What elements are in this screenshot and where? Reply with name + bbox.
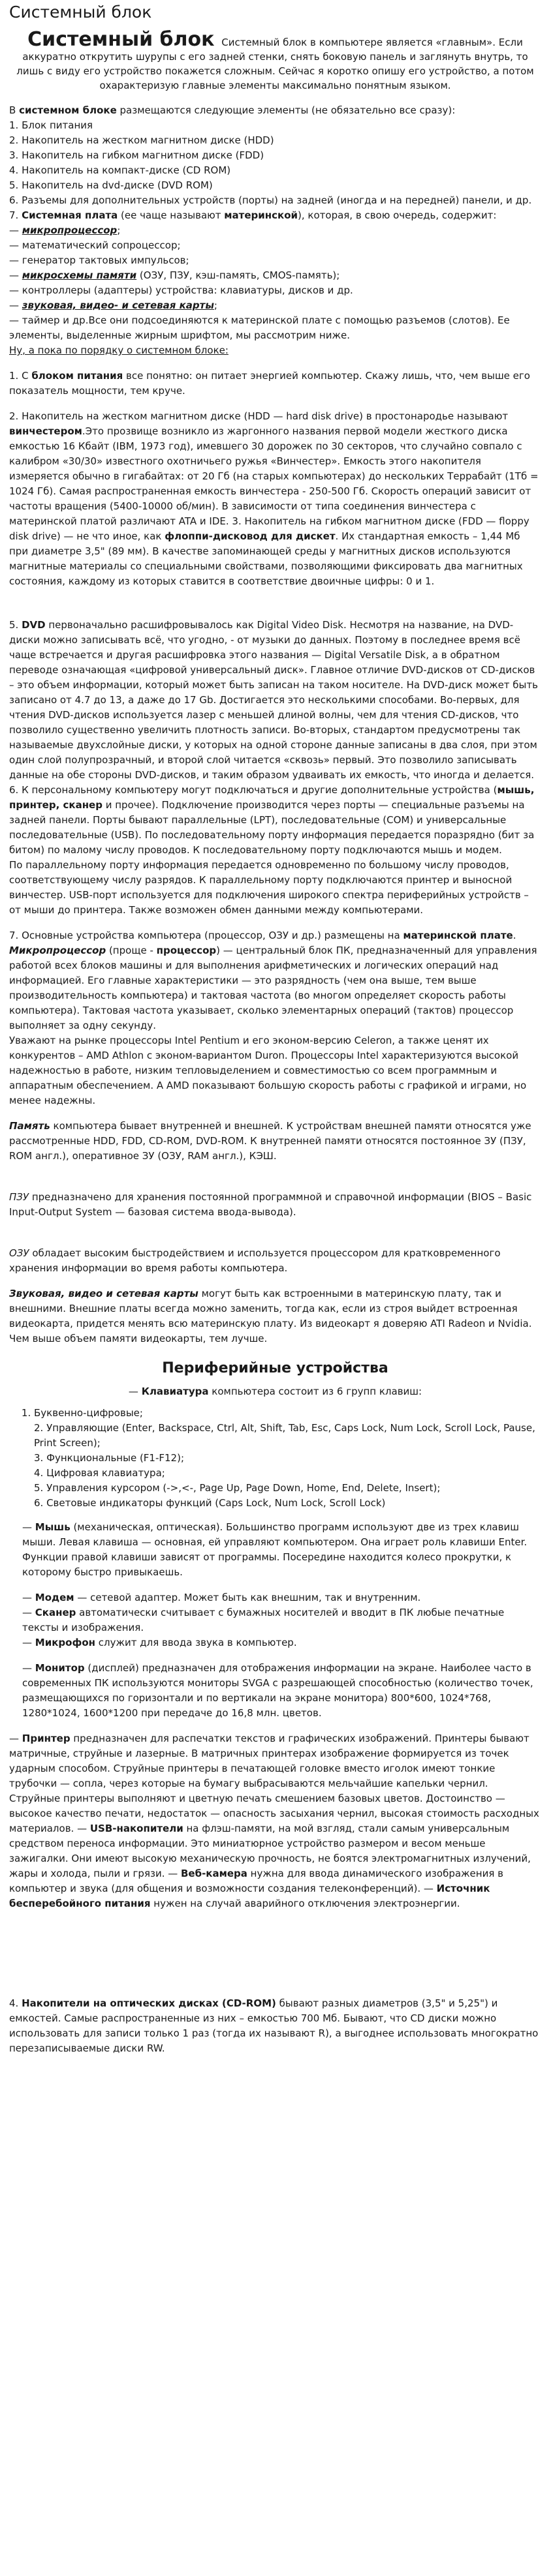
para-cpu-market: Уважают на рынке процессоры Intel Pentium и его эконом-версию Celeron, а также ценят их конкурентов – AMD Athlon с эконом-вариантом Duron. Процессоры Intel характеризуются высокой надежностью в работе, низким тепловыделением и совместимостью со всем программным и аппаратным обеспечением. А AMD показывают большую скорость работы с графикой и играми, но менее надежны. bbox=[9, 1035, 527, 1106]
mem-text: компьютера бывает внутренней и внешней. К устройствам внешней памяти относятся уже рассмотренные HDD, FDD, CD-ROM, DVD-ROM. К внутренней памяти относятся постоянное ЗУ (ПЗУ, ROM англ.), оперативное ЗУ (ОЗУ, RAM англ.), КЭШ. bbox=[9, 1120, 531, 1162]
printer-b: Принтер bbox=[22, 1733, 71, 1744]
item7-pre: 7. bbox=[9, 209, 22, 221]
sub-item-micro: — микропроцессор; bbox=[9, 224, 121, 236]
para-memory bbox=[9, 1119, 541, 1164]
cpu-t4: ) — центральный блок ПК, предназначенный для управления работой всех блоков машины и для выполнения арифметических и логических операций над информацией. Его главные характеристики — это разрядность (чем она выше, тем выше производительность компьютера) и тактовая частота (во многом определяет скорость работы компьютера). Тактовая частота указывает, сколько элементарных операций (тактов) процессор выполняет за одну секунду. bbox=[9, 945, 537, 1031]
peripherals bbox=[9, 1520, 541, 1721]
usb-t: на флэш-памяти, на мой взгляд, стали самым универсальным средством переноса информации. Это миниатюрное устройство размером и весом меньше зажигалки. Они имеют высокую механическую прочность, не боятся электромагнитных излучений, жары и холода, пыли и грязи. — bbox=[9, 1823, 531, 1879]
list-intro-pre: В bbox=[9, 104, 20, 116]
kb-bold: Клавиатура bbox=[141, 1386, 209, 1397]
hdd-t2: .Это прозвище возникло из жаргонного названия первой модели жесткого диска емкостью 16 Кбайт (IBM, 1973 год), имевшего 30 дорожек по 30 секторов, что случайно совпало с калибром «30/30» известного охотничьего ружья «Винчестер». Емкость этого накопителя измеряется обычно в гигабайтах: от 20 Гб (на старых компьютерах) до нескольких Террабайт (1Тб = 1024 Гб). Самая распространенная емкость винчестера - 250-500 Гб. Скорость операций зависит от частоты вращения (5400-10000 об/мин). В зависимости от типа соединения винчестера с материнской платой различают ATA и IDE. 3. Накопитель на гибком магнитном диске (FDD — floppy disk drive) — не что иное, как bbox=[9, 425, 539, 542]
keyboard-intro bbox=[9, 1384, 541, 1399]
mon-b: Монитор bbox=[35, 1662, 85, 1674]
web-b: Веб-камера bbox=[181, 1868, 247, 1879]
mic-b: Микрофон bbox=[35, 1637, 95, 1648]
para-dvd bbox=[9, 618, 541, 858]
para-parallel: По параллельному порту информация передается одновременно по большому числу проводов, соответствующему числу разрядов. К параллельному порту подключаются принтер и выносной винчестер. USB-порт используется для подключения широкого спектра периферийных устройств – от мыши до принтера. Также возможен обмен данными между компьютерами. bbox=[9, 859, 529, 916]
list-item: 5. Накопитель на dvd-диске (DVD ROM) bbox=[9, 179, 213, 191]
keyboard-groups bbox=[9, 1406, 541, 1511]
para-monitor: — Монитор (дисплей) предназначен для отображения информации на экране. Наиболее часто в современных ПК используются мониторы SVGA с разрешающей способностью (количество точек, размещающихся по горизонтали и по вертикали на экране монитора) 800*600, 1024*768, 1280*1024, 1600*1200 при передаче до 16,8 млн. цветов. bbox=[22, 1662, 533, 1719]
list-intro-post: размещаются следующие элементы (не обязательно все сразу): bbox=[116, 104, 456, 116]
para-modem: — Модем — сетевой адаптер. Может быть как внешним, так и внутренним. bbox=[22, 1592, 421, 1603]
ram-i: ОЗУ bbox=[9, 1247, 29, 1259]
hdd-b1: винчестером bbox=[9, 425, 82, 437]
spacer bbox=[9, 1230, 541, 1246]
spacer bbox=[9, 1911, 541, 1996]
list-item: 6. Разъемы для дополнительных устройств (порты) на задней (иногда и на передней) панели, и др. bbox=[9, 194, 532, 206]
power-post: все понятно: он питает энергией компьютер. Скажу лишь, что, чем выше его показатель мощности, тем круче. bbox=[9, 370, 530, 397]
list-item: 2. Накопитель на жестком магнитном диске (HDD) bbox=[9, 134, 274, 146]
scanner-t: автоматически считывает с бумажных носителей и вводит в ПК любые печатные тексты и изображения. bbox=[22, 1607, 505, 1633]
sub-item-timer: — таймер и др.Все они подсоединяются к материнской плате с помощью разъемов (слотов). Ее элементы, выделенные жирным шрифтом, мы рассмотрим ниже. bbox=[9, 314, 510, 341]
ups-b: Источник бесперебойного питания bbox=[9, 1883, 490, 1909]
mon-t: (дисплей) предназначен для отображения информации на экране. Наиболее часто в современных ПК используются мониторы SVGA с разрешающей способностью (количество точек, размещающихся по горизонтали и по вертикали на экране монитора) 800*600, 1024*768, 1280*1024, 1600*1200 при передаче до 16,8 млн. цветов. bbox=[22, 1662, 533, 1719]
sub-mem-label: микросхемы памяти bbox=[22, 269, 137, 281]
item7-bold-1: Системная плата bbox=[22, 209, 118, 221]
lead-text: Системный блок в компьютере является «главным». Если аккуратно открутить шурупы с его задней стенки, снять боковую панель и заглянуть внутрь, то лишь с виду его устройство покажется сложным. Сейчас я коротко опишу его устройство, а потом охарактеризую главные элементы максимально понятным языком. bbox=[16, 37, 534, 91]
dvd-pre: 5. bbox=[9, 619, 22, 631]
list-item: 6. Световые индикаторы функций (Caps Lock, Num Lock, Scroll Lock) bbox=[34, 1497, 386, 1509]
cards-text: могут быть как встроенными в материнскую плату, так и внешними. Внешние платы всегда можно заменить, тогда как, если из строя выйдет встроенная видеокарта, придется менять всю материнскую плату. Из видеокарт я доверяю ATI Radeon и Nvidia. Чем выше объем памяти видеокарты, тем лучше. bbox=[9, 1288, 532, 1344]
printer-t: предназначен для распечатки текстов и графических изображений. Принтеры бывают матричные, струйные и лазерные. В матричных принтерах изображение формируется из точек ударным способом. Струйные принтеры в печатающей головке вместо иголок имеют тонкие трубочки — сопла, через которые на бумагу выбрасываются мельчайшие капельки чернил. Струйные принтеры выполняют и цветную печать смешением базовых цветов. Достоинство — высокое качество печати, недостаток — опасность засыхания чернил, высокая стоимость расходных материалов. — bbox=[9, 1733, 539, 1834]
list-item: 3. Функциональные (F1-F12); bbox=[34, 1452, 185, 1464]
para-mouse: — Мышь (механическая, оптическая). Большинство программ используют две из трех клавиш мыши. Левая клавиша — основная, ей управляют компьютером. Она играет роль клавиши Enter. Функции правой клавиши зависят от программы. Посередине находится колесо прокрутки, к которому быстро привыкаешь. bbox=[22, 1521, 528, 1578]
para-hdd bbox=[9, 409, 541, 589]
hdd-t3: . Их стандартная емкость – 1,44 Мб при диаметре 3,5" (89 мм). В качестве запоминающей среды у магнитных дисков используются магнитные материалы со специальными свойствами, позволяющими фиксировать два магнитных состояния, каждому из которых ставится в соответствие двоичные цифры: 0 и 1. bbox=[9, 530, 523, 587]
list-item: 4. Накопитель на компакт-диске (CD ROM) bbox=[9, 164, 231, 176]
para-printer: — Принтер предназначен для распечатки текстов и графических изображений. Принтеры бывают матричные, струйные и лазерные. В матричных принтерах изображение формируется из точек ударным способом. Струйные принтеры в печатающей головке вместо иголок имеют тонкие трубочки — сопла, через которые на бумагу выбрасываются мельчайшие капельки чернил. Струйные принтеры выполняют и цветную печать смешением базовых цветов. Достоинство — высокое качество печати, недостаток — опасность засыхания чернил, высокая стоимость расходных материалов. — USB-накопители на флэш-памяти, на мой взгляд, стали самым универсальным средством переноса информации. Это миниатюрное устройство размером и весом меньше зажигалки. Они имеют высокую механическую прочность, не боятся электромагнитных излучений, жары и холода, пыли и грязи. — Веб-камера нужна для ввода динамического изображения в компьютер и звука (для общения и возможности создания телеконференций). — Источник бесперебойного питания нужен на случай аварийного отключения электроэнергии. bbox=[9, 1733, 539, 1909]
list-item-7 bbox=[9, 208, 541, 223]
list-item: 4. Цифровая клавиатура; bbox=[34, 1467, 165, 1479]
rom-i: ПЗУ bbox=[9, 1191, 29, 1203]
list-intro-bold: системном блоке bbox=[19, 104, 117, 116]
lead-heading: Системный блок bbox=[27, 28, 215, 51]
spacer bbox=[9, 589, 541, 618]
para-ram bbox=[9, 1246, 541, 1276]
cpu-b1: материнской плате bbox=[403, 930, 513, 941]
item7-bold-2: материнской bbox=[224, 209, 298, 221]
cards-bi: Звуковая, видео и сетевая карты bbox=[9, 1288, 198, 1299]
list-item: 5. Управления курсором (->,<-, Page Up, Page Down, Home, End, Delete, Insert); bbox=[34, 1482, 441, 1494]
dvd-bold-2: мышь, принтер, сканер bbox=[9, 784, 535, 811]
hdd-t1: 2. Накопитель на жестком магнитном диске (HDD — hard disk drive) в простонародье называют bbox=[9, 410, 509, 422]
page-title: Системный блок bbox=[9, 3, 152, 22]
section-title: Периферийные устройства bbox=[162, 1360, 388, 1376]
sub-item-copro: — математический сопроцессор; bbox=[9, 239, 181, 251]
cd-text: бывают разных диаметров (3,5" и 5,25") и емкостей. Самые распространенные из них – емкостью 700 Мб. Бывают, что CD диски можно использовать для записи только 1 раз (тогда их называют R), а выгоднее использовать многократно перезаписываемые диски RW. bbox=[9, 1997, 539, 2054]
para-scanner: — Сканер автоматически считывает с бумажных носителей и вводит в ПК любые печатные тексты и изображения. bbox=[22, 1607, 505, 1633]
mem-bi: Память bbox=[9, 1120, 50, 1132]
cpu-t1: 7. Основные устройства компьютера (процессор, ОЗУ и др.) размещены на bbox=[9, 930, 403, 941]
hdd-b2: флоппи-дисковод для дискет bbox=[165, 530, 336, 542]
sub-item-ctrl: — контроллеры (адаптеры) устройства: клавиатуры, дисков и др. bbox=[9, 284, 353, 296]
modem-b: Модем bbox=[35, 1592, 74, 1603]
usb-b: USB-накопители bbox=[89, 1823, 183, 1834]
dvd-post: первоначально расшифровывалось как Digital Video Disk. Несмотря на название, на DVD-диски можно записывать всё, что угодно, - от музыки до данных. Поэтому в последнее время всё чаще встречается и другая расшифровка этого названия — Digital Versatile Disk, а в обратном переводе означающая «цифровой универсальный диск». Главное отличие DVD-дисков от CD-дисков – это объем информации, который может быть записан на таком носителе. На DVD-диск может быть записано от 4.7 до 13, а даже до 17 Gb. Достигается это несколькими способами. Во-первых, для чтения DVD-дисков используется лазер с меньшей длиной волны, чем для чтения CD-дисков, что позволило существенно увеличить плотность записи. Во-вторых, стандартом предусмотрены так называемые двухслойные диски, у которых на одной стороне данные записаны в два слоя, при этом один слой полупрозрачный, и второй слой читается «сквозь» первый. Это позволило записывать данные на обе стороны DVD-дисков, и таким образом удваивать их емкость, что иногда и делается. 6. К персональному компьютеру могут подключаться и другие дополнительные устройства ( bbox=[9, 619, 538, 796]
sub-item-mem: — микросхемы памяти (ОЗУ, ПЗУ, кэш-память, CMOS-память); bbox=[9, 269, 340, 281]
modem-t: — сетевой адаптер. Может быть как внешним, так и внутренним. bbox=[74, 1592, 421, 1603]
cd-bold: Накопители на оптических дисках (CD-ROM) bbox=[22, 1997, 276, 2009]
sub-micro-label: микропроцессор bbox=[22, 224, 118, 236]
list-item: 3. Накопитель на гибком магнитном диске (FDD) bbox=[9, 149, 264, 161]
dvd-post-2: и прочее). Подключение производится через порты — специальные разъемы на задней панели. Порты бывают параллельные (LPT), последовательные (COM) и универсальные последовательные (USB). По последовательному порту информация передается поразрядно (бит за битом) по малому числу проводов. К последовательному порту подключаются мышь и модем. bbox=[9, 799, 535, 856]
cpu-t3: (проще - bbox=[106, 945, 157, 956]
kb-post: компьютера состоит из 6 групп клавиш: bbox=[208, 1386, 422, 1397]
power-pre: 1. С bbox=[9, 370, 32, 382]
components-list bbox=[9, 103, 541, 358]
kb-pre: — bbox=[128, 1386, 142, 1397]
dvd-bold: DVD bbox=[22, 619, 46, 631]
cpu-t2: . bbox=[513, 930, 516, 941]
ram-text: обладает высоким быстродействием и используется процессором для кратковременного хранения информации во время работы компьютера. bbox=[9, 1247, 501, 1274]
power-bold: блоком питания bbox=[31, 370, 123, 382]
web-t: нужна для ввода динамического изображения в компьютер и звука (для общения и возможности создания телеконференций). — bbox=[9, 1868, 503, 1894]
mouse-b: Мышь bbox=[35, 1521, 71, 1533]
list-item: 1. Буквенно-цифровые; bbox=[34, 1406, 541, 1421]
cpu-bi1: Микропроцессор bbox=[9, 945, 106, 956]
cpu-b2: процессор bbox=[156, 945, 217, 956]
cd-pre: 4. bbox=[9, 1997, 22, 2009]
para-mic: — Микрофон служит для ввода звука в компьютер. bbox=[22, 1637, 297, 1648]
lead-paragraph bbox=[9, 30, 541, 93]
para-cards bbox=[9, 1286, 541, 1346]
item7-post: ), которая, в свою очередь, содержит: bbox=[298, 209, 497, 221]
item7-mid: (ее чаще называют bbox=[118, 209, 225, 221]
sub-item-cards: — звуковая, видео- и сетевая карты; bbox=[9, 299, 217, 311]
spacer bbox=[9, 1174, 541, 1190]
rom-text: предназначено для хранения постоянной программной и справочной информации (BIOS – Basic Input-Output System — базовая система ввода-вывода). bbox=[9, 1191, 532, 1218]
sub-mem-rest: (ОЗУ, ПЗУ, кэш-память, CMOS-память) bbox=[136, 269, 337, 281]
order-note: Ну, а пока по порядку о системном блоке: bbox=[9, 344, 229, 356]
ups-t: нужен на случай аварийного отключения электроэнергии. bbox=[150, 1898, 460, 1909]
sub-item-gen: — генератор тактовых импульсов; bbox=[9, 254, 189, 266]
list-item: 2. Управляющие (Enter, Backspace, Ctrl, Alt, Shift, Tab, Esc, Caps Lock, Num Lock, Scroll Lock, Pause, Print Screen); bbox=[34, 1422, 535, 1449]
mic-t: служит для ввода звука в компьютер. bbox=[95, 1637, 297, 1648]
para-rom bbox=[9, 1190, 541, 1220]
para-cpu bbox=[9, 928, 541, 1033]
scanner-b: Сканер bbox=[35, 1607, 76, 1618]
list-intro bbox=[9, 103, 541, 118]
para-power bbox=[9, 369, 541, 399]
list-item: 1. Блок питания bbox=[9, 119, 93, 131]
mouse-t: (механическая, оптическая). Большинство программ используют две из трех клавиш мыши. Левая клавиша — основная, ей управляют компьютером. Она играет роль клавиши Enter. Функции правой клавиши зависят от программы. Посередине находится колесо прокрутки, к которому быстро привыкаешь. bbox=[22, 1521, 528, 1578]
para-cd bbox=[9, 1996, 541, 2056]
sub-cards-label: звуковая, видео- и сетевая карты bbox=[22, 299, 214, 311]
